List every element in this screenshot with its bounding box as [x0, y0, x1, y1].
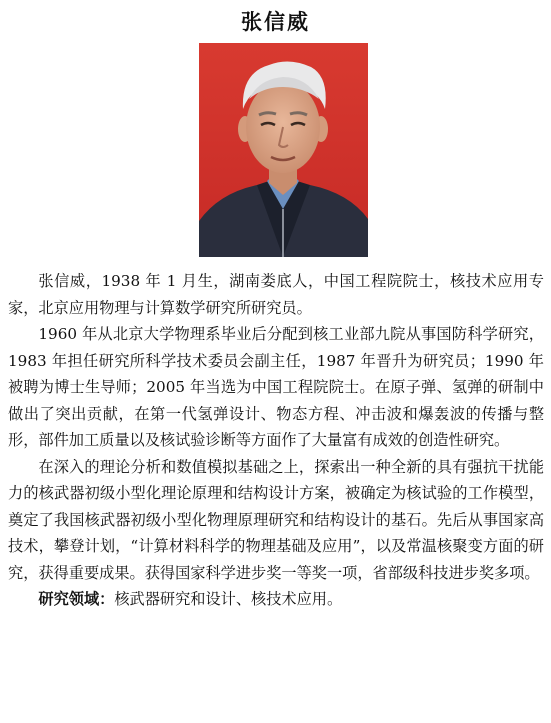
- research-field-label: 研究领域：: [38, 590, 115, 608]
- research-field: [8, 586, 544, 613]
- bio-paragraph-2: 1960 年从北京大学物理系毕业后分配到核工业部九院从事国防科学研究，1983 年担任研究所科学技术委员会副主任，1987 年晋升为研究员；1990 年被聘为博士生导师；2005 年当选为中国工程院院士。在原子弹、氢弹的研制中做出了突出贡献，在第一代氢弹设计、物态方程、冲击波和爆轰波的传播与整形，部件加工质量以及核试验诊断等方面作了大量富有成效的创造性研究。: [8, 325, 544, 449]
- bio-paragraph-1: 张信威，1938 年 1 月生，湖南娄底人，中国工程院院士，核技术应用专家，北京应用物理与计算数学研究所研究员。: [8, 272, 544, 317]
- research-field-value: 核武器研究和设计、核技术应用。: [114, 590, 343, 608]
- portrait-photo: [199, 43, 368, 257]
- bio-paragraph-3: 在深入的理论分析和数值模拟基础之上，探索出一种全新的具有强抗干扰能力的核武器初级小型化理论原理和结构设计方案，被确定为核试验的工作模型，奠定了我国核武器初级小型化物理原理研究和结构设计的基石。先后从事国家高技术，攀登计划，“计算材料科学的物理基础及应用”，以及常温核聚变方面的研究，获得重要成果。获得国家科学进步奖一等奖一项，省部级科技进步奖多项。: [8, 457, 544, 582]
- biography-text: [8, 268, 544, 613]
- page-title: 张信威: [241, 10, 310, 34]
